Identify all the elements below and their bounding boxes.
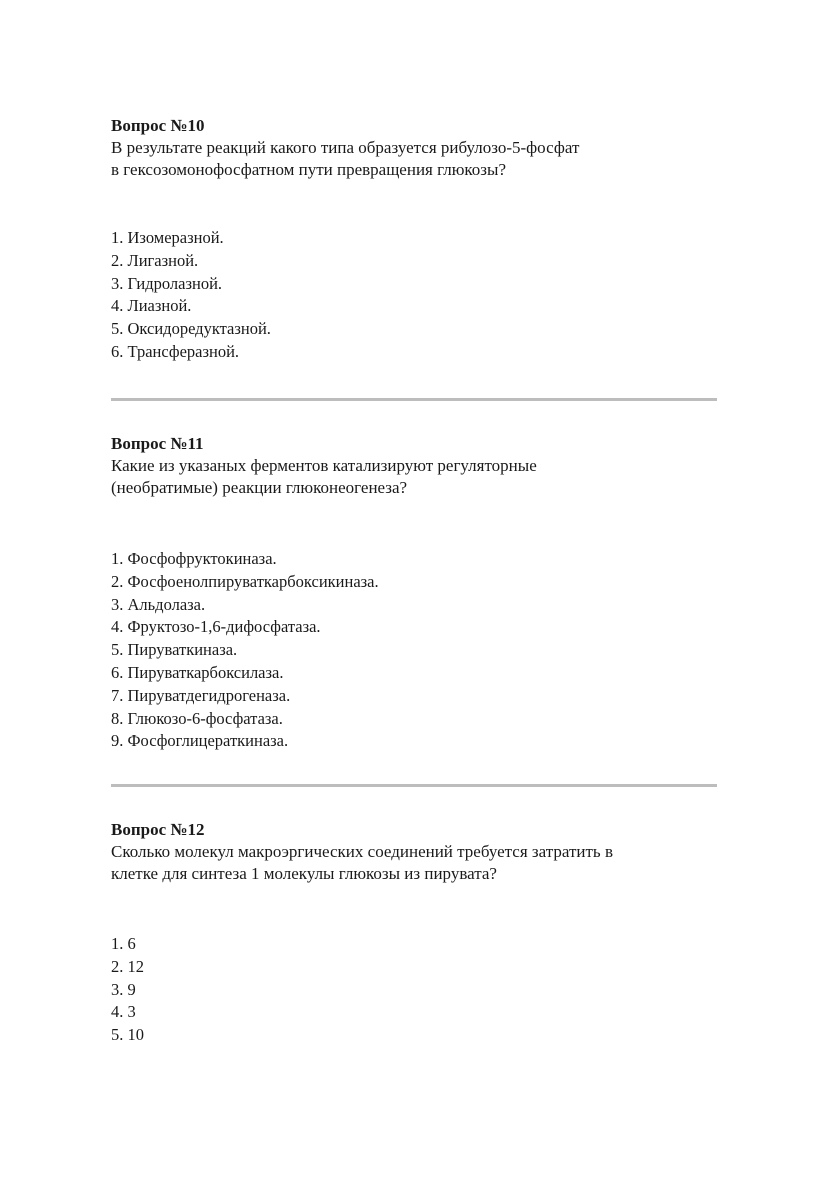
- question-10: [111, 115, 721, 364]
- answer-list: [111, 548, 721, 753]
- question-text-line: (необратимые) реакции глюконеогенеза?: [111, 478, 408, 497]
- answer-option: 4. Фруктозо-1,6-дифосфатаза.: [111, 617, 321, 637]
- answer-option: 3. 9: [111, 979, 136, 999]
- question-12: [111, 819, 721, 1047]
- question-title: Вопрос №11: [111, 434, 204, 453]
- question-text-line: Сколько молекул макроэргических соединений требуется затратить в: [111, 842, 613, 861]
- answer-option: 1. Фосфофруктокиназа.: [111, 549, 277, 568]
- section-divider: [111, 784, 717, 787]
- question-text-line: Какие из указаных ферментов катализируют регуляторные: [111, 456, 537, 475]
- section-divider: [111, 398, 717, 401]
- answer-option: 6. Трансферазной.: [111, 341, 240, 361]
- answer-option: 2. Фосфоенолпируваткарбоксикиназа.: [111, 571, 379, 591]
- answer-option: 1. Изомеразной.: [111, 228, 224, 247]
- answer-option: 3. Гидролазной.: [111, 273, 223, 293]
- answer-option: 1. 6: [111, 934, 136, 953]
- question-text-line: В результате реакций какого типа образуется рибулозо-5-фосфат: [111, 138, 580, 157]
- answer-list: [111, 933, 721, 1047]
- answer-option: 9. Фосфоглицераткиназа.: [111, 731, 289, 751]
- answer-option: 3. Альдолаза.: [111, 594, 206, 614]
- question-text-line: в гексозомонофосфатном пути превращения глюкозы?: [111, 160, 506, 179]
- answer-option: 4. Лиазной.: [111, 296, 192, 316]
- answer-option: 7. Пируватдегидрогеназа.: [111, 685, 291, 705]
- answer-option: 8. Глюкозо-6-фосфатаза.: [111, 708, 283, 728]
- answer-option: 5. 10: [111, 1025, 144, 1045]
- answer-option: 4. 3: [111, 1002, 136, 1022]
- answer-option: 2. Лигазной.: [111, 250, 199, 270]
- answer-option: 5. Пируваткиназа.: [111, 640, 238, 660]
- question-11: [111, 433, 721, 753]
- answer-option: 6. Пируваткарбоксилаза.: [111, 662, 284, 682]
- question-title: Вопрос №10: [111, 116, 205, 135]
- answer-list: [111, 227, 721, 364]
- answer-option: 5. Оксидоредуктазной.: [111, 319, 271, 339]
- question-title: Вопрос №12: [111, 820, 205, 839]
- question-text-line: клетке для синтеза 1 молекулы глюкозы из пирувата?: [111, 864, 497, 883]
- answer-option: 2. 12: [111, 956, 144, 976]
